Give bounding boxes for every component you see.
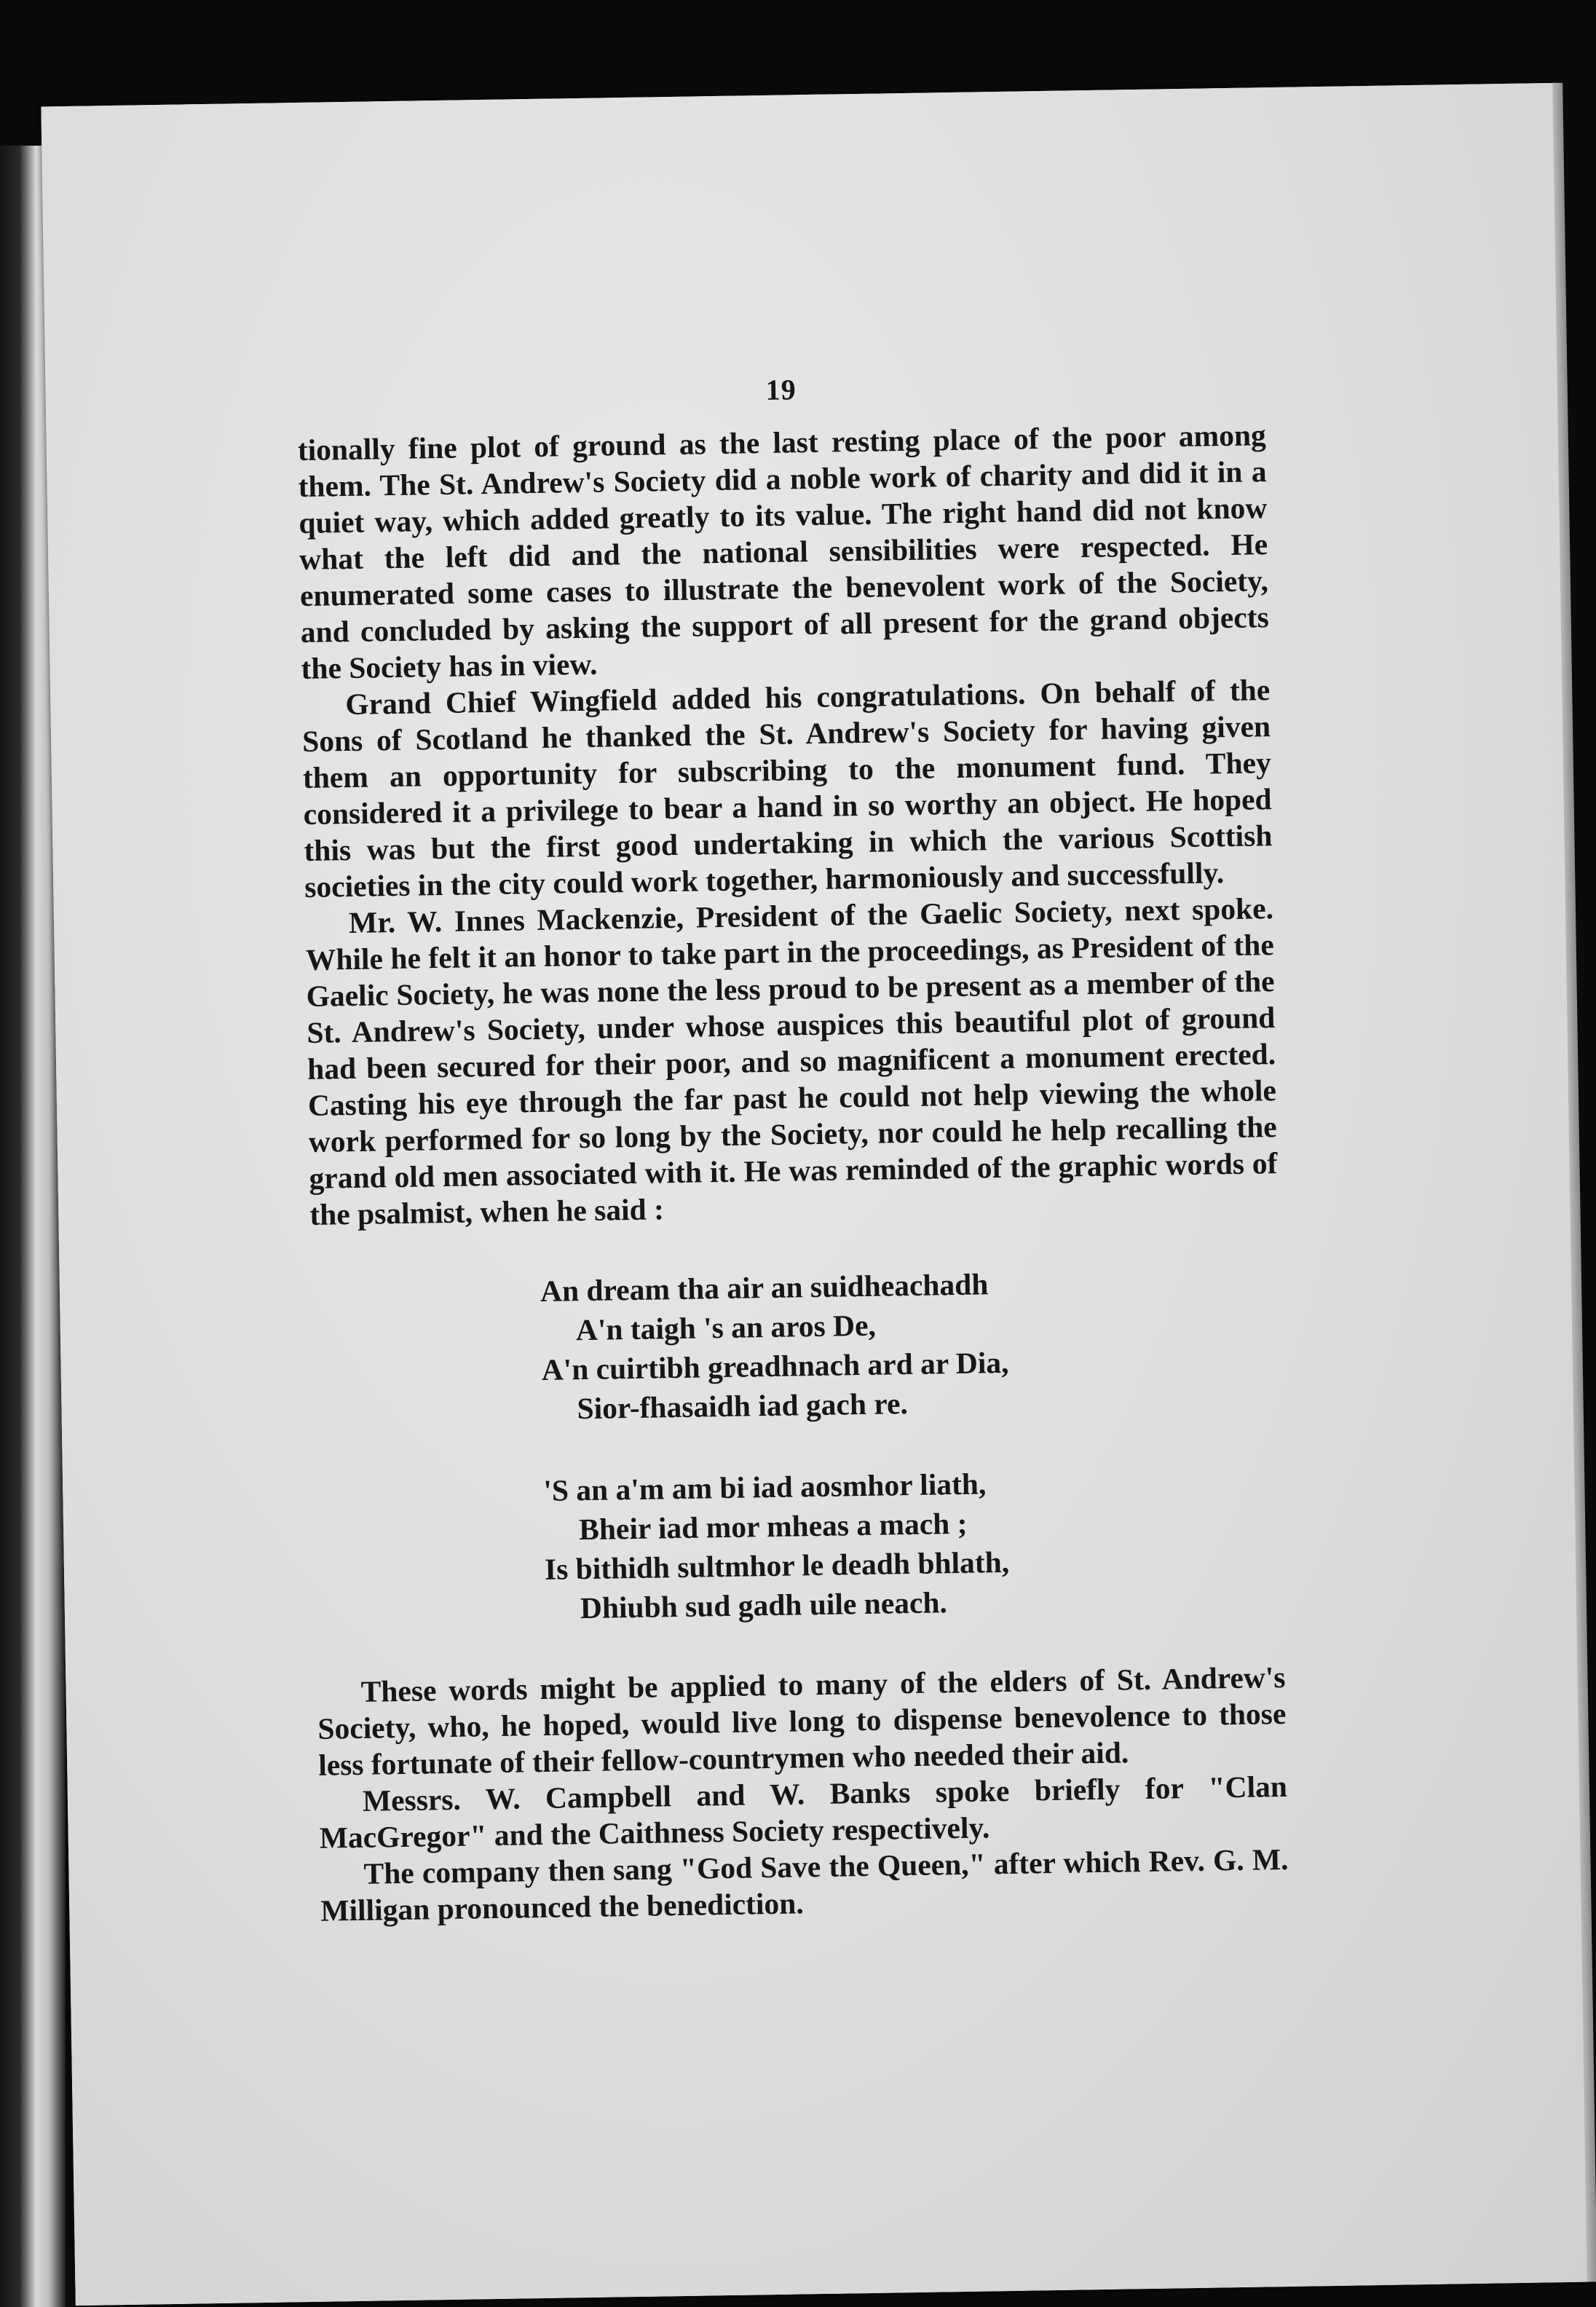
page-number: 19	[765, 373, 797, 406]
page-text-block	[296, 364, 1289, 1929]
verse-line: Sior-fhasaidh iad gach re.	[577, 1387, 909, 1426]
verse-line: 'S an a'm am bi iad aosmhor liath,	[542, 1467, 987, 1507]
paragraph-closing: The company then sang "God Save the Queen," after which Rev. G. M. Milligan pronounced the benediction.	[320, 1842, 1289, 1928]
verse-line: Bheir iad mor mheas a mach ;	[578, 1506, 968, 1547]
gaelic-verse	[540, 1262, 1129, 1628]
paragraph-campbell-banks: Messrs. W. Campbell and W. Banks spoke briefly for "Clan MacGregor" and the Caithness Society respectively.	[319, 1769, 1288, 1855]
verse-line: A'n taigh 's an aros De,	[575, 1308, 877, 1347]
verse-line: Is bithidh sultmhor le deadh bhlath,	[544, 1545, 1010, 1586]
verse-line: An dream tha air an suidheachadh	[540, 1267, 989, 1308]
verse-stanza-1	[540, 1262, 1125, 1429]
verse-line: Dhiubh sud gadh uile neach.	[580, 1585, 948, 1625]
paragraph-wingfield: Grand Chief Wingfield added his congratulations. On behalf of the Sons of Scotland he thanked the St. Andrew's Society for having given them an opportunity for subscribing to the monument fund. They considered it a privilege to bear a hand in so worthy an object. He hoped this was but the first good undertaking in which the various Scottish societies in the city could work together, harmoniously and successfully.	[301, 673, 1273, 904]
paragraph-mackenzie: Mr. W. Innes Mackenzie, President of the Gaelic Society, next spoke. While he felt it an honor to take part in the proceedings, as President of the Gaelic Society, he was none the less proud to be present as a member of the St. Andrew's Society, under whose auspices this beautiful plot of ground had been secured for their poor, and so magnificent a monument erected. Casting his eye through the far past he could not help viewing the whole work performed for so long by the Society, nor could he help recalling the grand old men associated with it. He was reminded of the graphic words of the psalmist, when he said :	[305, 891, 1278, 1231]
paragraph-elders: These words might be applied to many of the elders of St. Andrew's Society, who, he hoped, would live long to dispense benevolence to those less fortunate of their fellow-countrymen who needed their aid.	[317, 1660, 1287, 1782]
page-edge	[1552, 83, 1596, 2282]
verse-stanza-2	[543, 1462, 1128, 1628]
verse-line: A'n cuirtibh greadhnach ard ar Dia,	[541, 1345, 1009, 1387]
paragraph-continued: tionally fine plot of ground as the last resting place of the poor among them. The St. Andrew's Society did a noble work of charity and did it in a quiet way, which added greatly to its value. The right hand did not know what the left did and the national sensibilities were respected. He enumerated some cases to illustrate the benevolent work of the Society, and concluded by asking the support of all present for the grand objects the Society has in view.	[297, 418, 1269, 686]
document-page	[41, 83, 1589, 2306]
